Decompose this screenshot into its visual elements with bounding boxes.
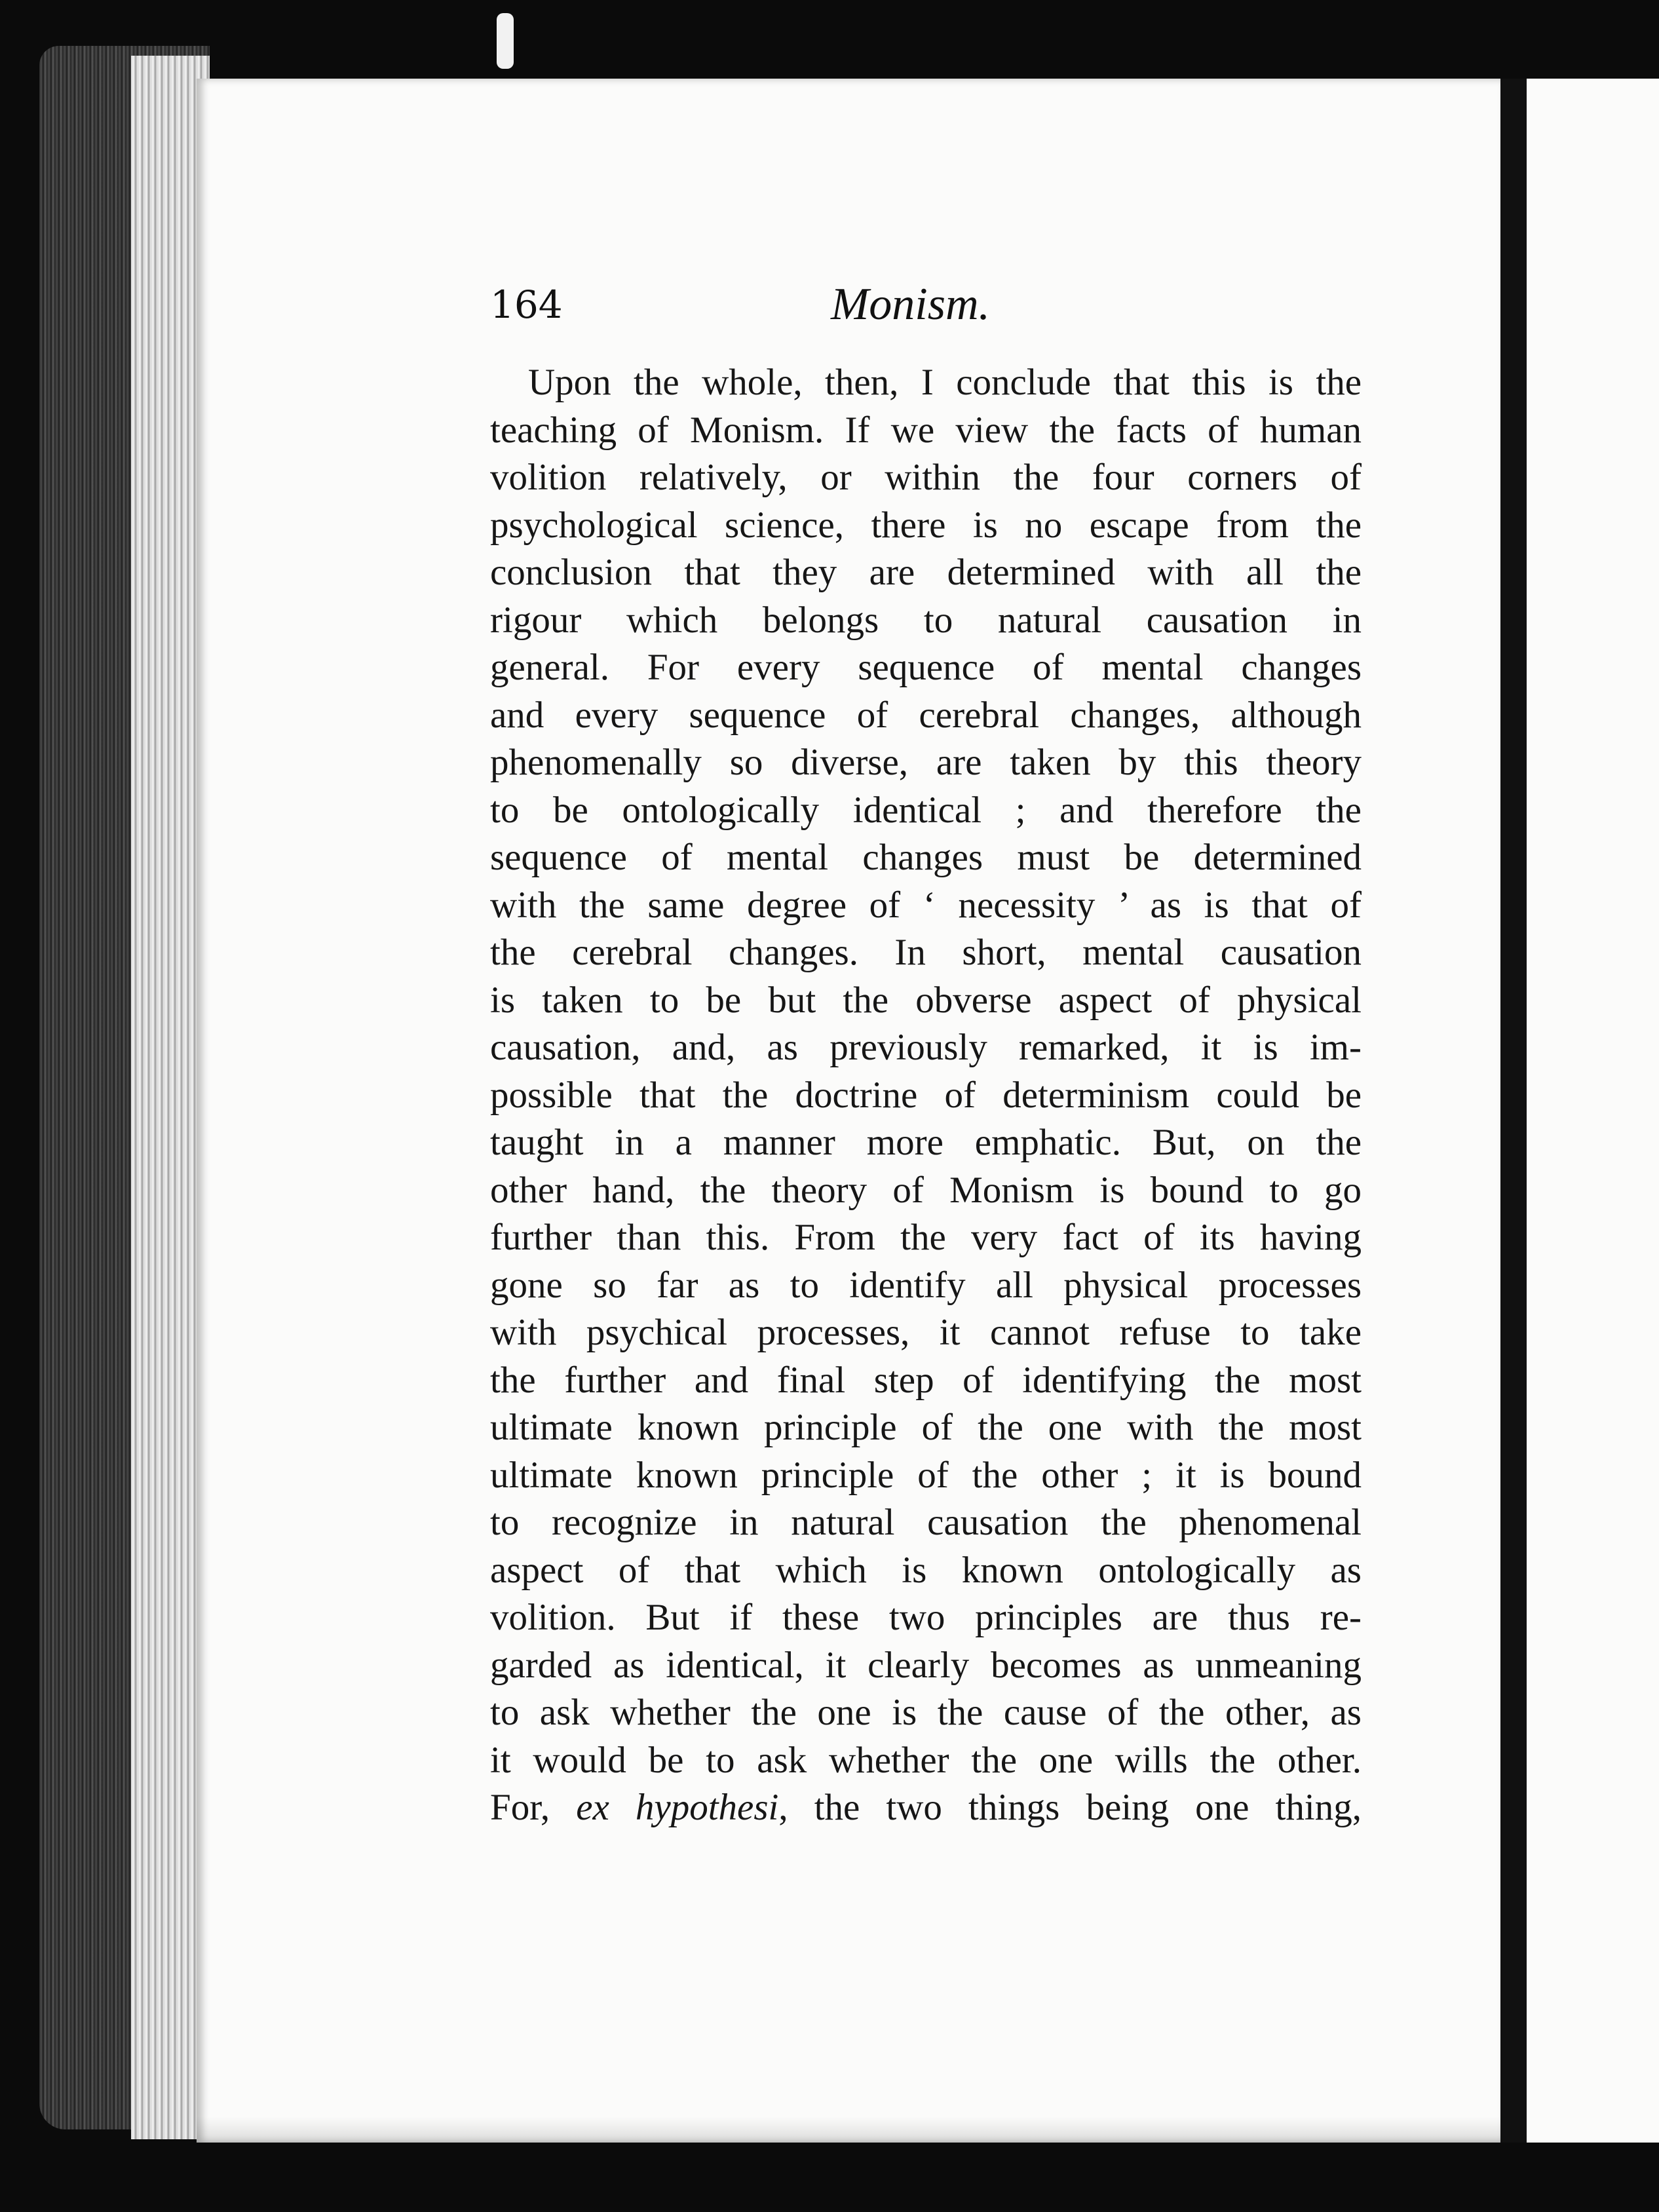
text-line: to recognize in natural causation the phenomenal [490,1502,1362,1543]
text-line-last-prefix: For, [490,1787,577,1828]
text-line: volition. But if these two principles are thus re- [490,1597,1362,1638]
latin-phrase: ex hypothesi [576,1787,779,1828]
text-line: and every sequence of cerebral changes, although [490,694,1362,736]
text-line: aspect of that which is known ontologically as [490,1549,1362,1591]
text-line: sequence of mental changes must be determined [490,837,1362,878]
text-line: conclusion that they are determined with all the [490,552,1362,593]
page-gutter [1500,79,1527,2143]
text-line: volition relatively, or within the four corners of [490,457,1362,498]
text-line: other hand, the theory of Monism is bound to go [490,1169,1362,1211]
text-line: psychological science, there is no escape from the [490,504,1362,546]
text-line-last-suffix: , the two things being one thing, [778,1787,1362,1828]
text-line: ultimate known principle of the one with the most [490,1407,1362,1448]
text-line: is taken to be but the obverse aspect of physical [490,979,1362,1021]
text-line: gone so far as to identify all physical processes [490,1264,1362,1306]
text-line: to ask whether the one is the cause of the other, as [490,1692,1362,1733]
text-line: possible that the doctrine of determinism could be [490,1074,1362,1116]
text-line: taught in a manner more emphatic. But, on the [490,1122,1362,1163]
page-number: 164 [490,282,563,327]
page-header [490,275,1362,334]
text-line: causation, and, as previously remarked, it is im- [490,1027,1362,1068]
facing-page [1527,79,1659,2143]
page-bottom-shadow [197,2116,1500,2143]
text-line: the further and final step of identifying the most [490,1359,1362,1401]
text-line: the cerebral changes. In short, mental causation [490,932,1362,973]
text-line: Upon the whole, then, I conclude that this is the [528,362,1362,403]
running-title: Monism. [831,279,991,330]
text-line: it would be to ask whether the one wills the other. [490,1739,1362,1781]
text-line: general. For every sequence of mental changes [490,647,1362,688]
clip-mark [497,13,514,69]
text-line: further than this. From the very fact of its having [490,1217,1362,1258]
text-line: teaching of Monism. If we view the facts of human [490,409,1362,451]
text-line: to be ontologically identical ; and therefore the [490,789,1362,831]
text-line: phenomenally so diverse, are taken by this theory [490,742,1362,783]
text-line: with psychical processes, it cannot refuse to take [490,1312,1362,1353]
text-line-last [490,1784,1362,1832]
text-line: with the same degree of ‘ necessity ’ as is that of [490,884,1362,926]
text-line: rigour which belongs to natural causation in [490,599,1362,641]
text-line: ultimate known principle of the other ; it is bound [490,1454,1362,1496]
body-paragraph [490,359,1362,1832]
text-line: garded as identical, it clearly becomes as unmeaning [490,1644,1362,1686]
